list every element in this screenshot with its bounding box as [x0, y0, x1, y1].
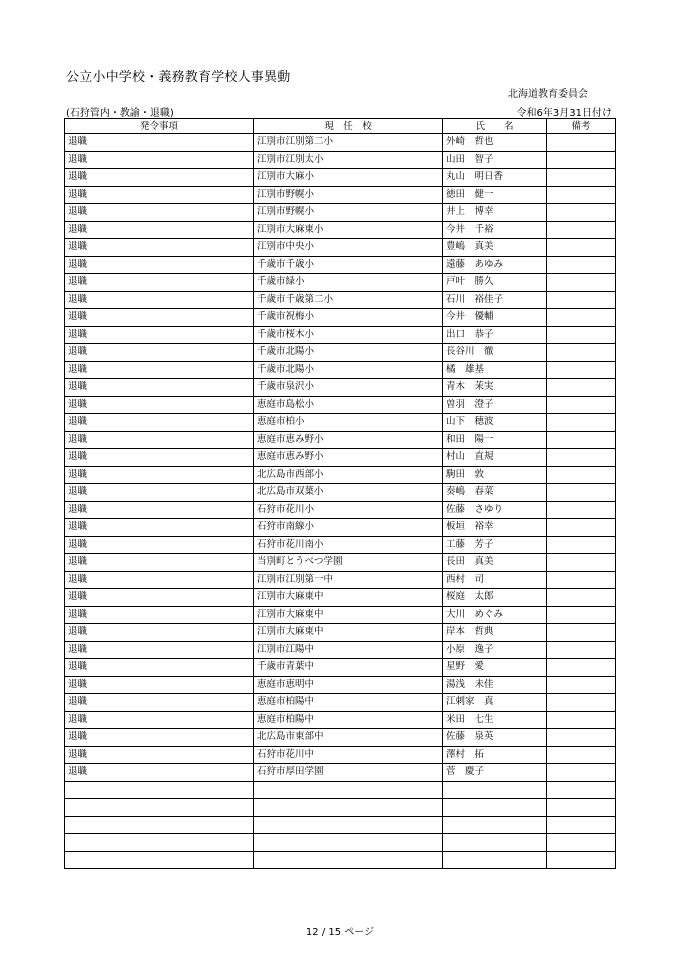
name-cell: 澤村 拓: [443, 746, 547, 764]
empty-cell: [65, 781, 254, 799]
empty-cell: [254, 781, 443, 799]
empty-cell: [254, 816, 443, 834]
page-number: 12 / 15 ページ: [305, 927, 375, 938]
empty-cell: [443, 851, 547, 869]
action-cell: 退職: [65, 186, 254, 204]
action-cell: 退職: [65, 396, 254, 414]
name-cell: 今井 千裕: [443, 221, 547, 239]
action-cell: 退職: [65, 589, 254, 607]
school-cell: 恵庭市島松小: [254, 396, 443, 414]
table-row: [65, 764, 616, 782]
action-cell: 退職: [65, 151, 254, 169]
note-cell: [547, 291, 616, 309]
name-cell: 丸山 明日香: [443, 169, 547, 187]
empty-cell: [443, 834, 547, 852]
name-cell: 大川 めぐみ: [443, 606, 547, 624]
action-cell: 退職: [65, 309, 254, 327]
note-cell: [547, 554, 616, 572]
table-header-row: [65, 119, 616, 134]
action-cell: 退職: [65, 554, 254, 572]
name-cell: 長田 真美: [443, 554, 547, 572]
name-cell: 山田 智子: [443, 151, 547, 169]
name-cell: 奏嶋 春菜: [443, 484, 547, 502]
empty-cell: [547, 834, 616, 852]
table-row: [65, 449, 616, 467]
empty-cell: [547, 781, 616, 799]
table-row: [65, 204, 616, 222]
table-row: [65, 589, 616, 607]
action-cell: 退職: [65, 484, 254, 502]
table-row: [65, 379, 616, 397]
name-cell: 板垣 裕幸: [443, 519, 547, 537]
name-cell: 村山 直規: [443, 449, 547, 467]
empty-cell: [254, 851, 443, 869]
effective-date: 令和6年3月31日付け: [516, 108, 612, 119]
empty-cell: [547, 851, 616, 869]
school-cell: 恵庭市柏陽中: [254, 694, 443, 712]
action-cell: 退職: [65, 256, 254, 274]
table-row: [65, 519, 616, 537]
school-cell: 江別市野幌小: [254, 186, 443, 204]
action-cell: 退職: [65, 536, 254, 554]
school-cell: 石狩市花川小: [254, 501, 443, 519]
school-cell: 江別市江別第一中: [254, 571, 443, 589]
table-row: [65, 676, 616, 694]
name-cell: 曽羽 澄子: [443, 396, 547, 414]
name-cell: 長谷川 徹: [443, 344, 547, 362]
action-cell: 退職: [65, 501, 254, 519]
note-cell: [547, 169, 616, 187]
school-cell: 千歳市北陽小: [254, 344, 443, 362]
action-cell: 退職: [65, 239, 254, 257]
school-cell: 江別市大麻東中: [254, 624, 443, 642]
action-cell: 退職: [65, 711, 254, 729]
name-cell: 出口 恭子: [443, 326, 547, 344]
empty-table-row: [65, 851, 616, 869]
name-cell: 戸叶 勝久: [443, 274, 547, 292]
name-cell: 駒田 敦: [443, 466, 547, 484]
action-cell: 退職: [65, 694, 254, 712]
note-cell: [547, 221, 616, 239]
column-header-school: 現 任 校: [254, 119, 443, 134]
action-cell: 退職: [65, 764, 254, 782]
school-cell: 千歳市千歳小: [254, 256, 443, 274]
action-cell: 退職: [65, 221, 254, 239]
school-cell: 石狩市花川南小: [254, 536, 443, 554]
note-cell: [547, 571, 616, 589]
table-row: [65, 536, 616, 554]
note-cell: [547, 711, 616, 729]
table-row: [65, 274, 616, 292]
name-cell: 山下 穂波: [443, 414, 547, 432]
empty-cell: [65, 816, 254, 834]
table-row: [65, 134, 616, 152]
action-cell: 退職: [65, 431, 254, 449]
note-cell: [547, 309, 616, 327]
note-cell: [547, 519, 616, 537]
empty-table-row: [65, 816, 616, 834]
note-cell: [547, 274, 616, 292]
table-row: [65, 484, 616, 502]
action-cell: 退職: [65, 274, 254, 292]
empty-table-row: [65, 781, 616, 799]
empty-cell: [254, 834, 443, 852]
school-cell: 北広島市西部小: [254, 466, 443, 484]
name-cell: 豊嶋 真美: [443, 239, 547, 257]
action-cell: 退職: [65, 519, 254, 537]
note-cell: [547, 624, 616, 642]
note-cell: [547, 204, 616, 222]
note-cell: [547, 431, 616, 449]
school-cell: 北広島市東部中: [254, 729, 443, 747]
column-header-action: 発令事項: [65, 119, 254, 134]
school-cell: 江別市江別第二小: [254, 134, 443, 152]
empty-cell: [443, 816, 547, 834]
table-row: [65, 431, 616, 449]
school-cell: 千歳市桜木小: [254, 326, 443, 344]
table-row: [65, 414, 616, 432]
school-cell: 江別市大麻小: [254, 169, 443, 187]
note-cell: [547, 536, 616, 554]
note-cell: [547, 379, 616, 397]
name-cell: 井上 博幸: [443, 204, 547, 222]
table-row: [65, 746, 616, 764]
empty-cell: [547, 799, 616, 817]
table-body: [65, 134, 616, 869]
school-cell: 江別市中央小: [254, 239, 443, 257]
school-cell: 恵庭市柏小: [254, 414, 443, 432]
note-cell: [547, 746, 616, 764]
empty-cell: [547, 816, 616, 834]
action-cell: 退職: [65, 729, 254, 747]
note-cell: [547, 641, 616, 659]
name-cell: 和田 陽一: [443, 431, 547, 449]
empty-cell: [443, 799, 547, 817]
action-cell: 退職: [65, 169, 254, 187]
action-cell: 退職: [65, 606, 254, 624]
note-cell: [547, 239, 616, 257]
table-row: [65, 554, 616, 572]
note-cell: [547, 589, 616, 607]
action-cell: 退職: [65, 414, 254, 432]
action-cell: 退職: [65, 204, 254, 222]
action-cell: 退職: [65, 361, 254, 379]
note-cell: [547, 396, 616, 414]
note-cell: [547, 501, 616, 519]
column-header-name: 氏 名: [443, 119, 547, 134]
action-cell: 退職: [65, 326, 254, 344]
issuer-name: 北海道教育委員会: [508, 89, 588, 100]
table-row: [65, 641, 616, 659]
name-cell: 石川 裕佳子: [443, 291, 547, 309]
note-cell: [547, 134, 616, 152]
empty-cell: [443, 781, 547, 799]
note-cell: [547, 764, 616, 782]
name-cell: 外崎 哲也: [443, 134, 547, 152]
table-row: [65, 466, 616, 484]
name-cell: 岸本 哲典: [443, 624, 547, 642]
name-cell: 星野 愛: [443, 659, 547, 677]
empty-cell: [254, 799, 443, 817]
action-cell: 退職: [65, 379, 254, 397]
name-cell: 西村 司: [443, 571, 547, 589]
name-cell: 徳田 健一: [443, 186, 547, 204]
table-row: [65, 291, 616, 309]
name-cell: 工藤 芳子: [443, 536, 547, 554]
table-row: [65, 361, 616, 379]
note-cell: [547, 151, 616, 169]
table-row: [65, 694, 616, 712]
name-cell: 小原 逸子: [443, 641, 547, 659]
name-cell: 菅 慶子: [443, 764, 547, 782]
school-cell: 千歳市青葉中: [254, 659, 443, 677]
note-cell: [547, 676, 616, 694]
name-cell: 遠藤 あゆみ: [443, 256, 547, 274]
action-cell: 退職: [65, 344, 254, 362]
name-cell: 桜庭 太郎: [443, 589, 547, 607]
name-cell: 江刺家 真: [443, 694, 547, 712]
school-cell: 江別市大麻東中: [254, 606, 443, 624]
action-cell: 退職: [65, 659, 254, 677]
school-cell: 千歳市泉沢小: [254, 379, 443, 397]
school-cell: 石狩市南線小: [254, 519, 443, 537]
name-cell: 佐藤 泉英: [443, 729, 547, 747]
table-row: [65, 571, 616, 589]
note-cell: [547, 361, 616, 379]
note-cell: [547, 414, 616, 432]
action-cell: 退職: [65, 449, 254, 467]
note-cell: [547, 256, 616, 274]
note-cell: [547, 659, 616, 677]
note-cell: [547, 449, 616, 467]
name-cell: 青木 茉実: [443, 379, 547, 397]
school-cell: 江別市大麻東小: [254, 221, 443, 239]
action-cell: 退職: [65, 641, 254, 659]
table-row: [65, 344, 616, 362]
table-row: [65, 396, 616, 414]
name-cell: 橘 雄基: [443, 361, 547, 379]
school-cell: 千歳市緑小: [254, 274, 443, 292]
table-row: [65, 221, 616, 239]
note-cell: [547, 694, 616, 712]
note-cell: [547, 344, 616, 362]
empty-cell: [65, 799, 254, 817]
name-cell: 今井 優輔: [443, 309, 547, 327]
note-cell: [547, 326, 616, 344]
school-cell: 石狩市花川中: [254, 746, 443, 764]
table-row: [65, 309, 616, 327]
action-cell: 退職: [65, 624, 254, 642]
name-cell: 米田 七生: [443, 711, 547, 729]
note-cell: [547, 484, 616, 502]
action-cell: 退職: [65, 466, 254, 484]
school-cell: 江別市野幌小: [254, 204, 443, 222]
name-cell: 佐藤 さゆり: [443, 501, 547, 519]
scope-label: (石狩管内・教諭・退職): [66, 108, 174, 119]
table-row: [65, 256, 616, 274]
school-cell: 千歳市祝梅小: [254, 309, 443, 327]
table-row: [65, 186, 616, 204]
table-row: [65, 501, 616, 519]
document-title: 公立小中学校・義務教育学校人事異動: [66, 70, 291, 85]
table-row: [65, 239, 616, 257]
school-cell: 恵庭市恵み野小: [254, 449, 443, 467]
action-cell: 退職: [65, 571, 254, 589]
column-header-note: 備考: [547, 119, 616, 134]
school-cell: 当別町とうべつ学園: [254, 554, 443, 572]
school-cell: 北広島市双葉小: [254, 484, 443, 502]
name-cell: 湯浅 未佳: [443, 676, 547, 694]
table-row: [65, 624, 616, 642]
table-row: [65, 169, 616, 187]
school-cell: 千歳市北陽小: [254, 361, 443, 379]
empty-table-row: [65, 799, 616, 817]
table-row: [65, 606, 616, 624]
note-cell: [547, 466, 616, 484]
action-cell: 退職: [65, 746, 254, 764]
table-row: [65, 151, 616, 169]
school-cell: 江別市大麻東中: [254, 589, 443, 607]
empty-table-row: [65, 834, 616, 852]
empty-cell: [65, 834, 254, 852]
school-cell: 江別市江陽中: [254, 641, 443, 659]
school-cell: 千歳市千歳第二小: [254, 291, 443, 309]
action-cell: 退職: [65, 676, 254, 694]
note-cell: [547, 186, 616, 204]
action-cell: 退職: [65, 291, 254, 309]
table-row: [65, 659, 616, 677]
school-cell: 恵庭市恵明中: [254, 676, 443, 694]
school-cell: 江別市江別太小: [254, 151, 443, 169]
personnel-table: [64, 118, 616, 869]
note-cell: [547, 729, 616, 747]
table-row: [65, 729, 616, 747]
school-cell: 石狩市厚田学園: [254, 764, 443, 782]
note-cell: [547, 606, 616, 624]
school-cell: 恵庭市恵み野小: [254, 431, 443, 449]
table-row: [65, 326, 616, 344]
table-row: [65, 711, 616, 729]
empty-cell: [65, 851, 254, 869]
action-cell: 退職: [65, 134, 254, 152]
school-cell: 恵庭市柏陽中: [254, 711, 443, 729]
